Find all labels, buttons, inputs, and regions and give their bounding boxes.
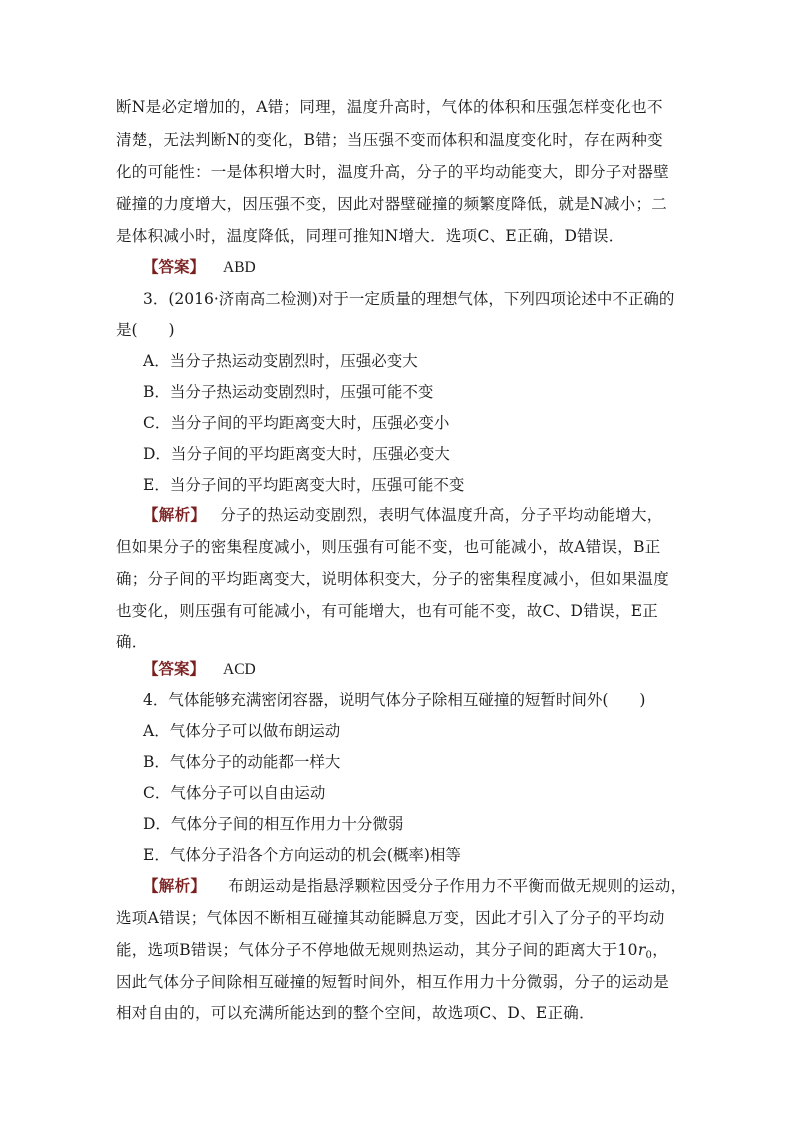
- question-4-option-b: B．气体分子的动能都一样大: [143, 753, 341, 771]
- question-4-option-a: A．气体分子可以做布朗运动: [143, 722, 341, 740]
- subscript-zero: 0: [645, 950, 653, 961]
- question-3-analysis-1: [143, 505, 663, 525]
- answer-value: ACD: [223, 661, 256, 678]
- analysis-text: 能，选项B错误；气体分子不停地做无规则热运动，其分子间的距离大于10: [116, 941, 638, 959]
- answer-label: 【答案】: [143, 258, 206, 276]
- question-3-option-a: A．当分子热运动变剧烈时，压强必变大: [143, 352, 418, 370]
- intro-line-3: 化的可能性：一是体积增大时，温度升高，分子的平均动能变大，即分子对器壁: [116, 163, 670, 181]
- question-3-option-e: E．当分子间的平均距离变大时，压强可能不变: [143, 476, 465, 494]
- analysis-label: 【解析】: [143, 506, 207, 524]
- question-3-option-d: D．当分子间的平均距离变大时，压强必变大: [143, 445, 450, 463]
- intro-line-5: 是体积减小时，温度降低，同理可推知N增大．选项C、E正确，D错误．: [116, 227, 625, 245]
- r-symbol: r: [637, 941, 646, 959]
- question-4-analysis-1: [143, 876, 686, 896]
- question-3-option-b: B．当分子热运动变剧烈时，压强可能不变: [143, 383, 434, 401]
- question-4-analysis-2: 选项A错误；气体因不断相互碰撞其动能瞬息万变，因此才引入了分子的平均动: [116, 909, 665, 927]
- question-3-option-c: C．当分子间的平均距离变大时，压强必变小: [143, 414, 450, 432]
- analysis-label: 【解析】: [143, 877, 207, 895]
- intro-line-2: 清楚，无法判断N的变化，B错；当压强不变而体积和温度变化时，存在两种变: [116, 131, 663, 149]
- question-4-option-c: C．气体分子可以自由运动: [143, 784, 326, 802]
- answer-label: 【答案】: [143, 660, 206, 678]
- answer-2: [143, 257, 256, 278]
- answer-value: ABD: [223, 259, 256, 276]
- question-4-option-e: E．气体分子沿各个方向运动的机会(概率)相等: [143, 846, 461, 864]
- question-3-analysis-3: 确；分子间的平均距离变大，说明体积变大，分子的密集程度减小，但如果温度: [116, 570, 670, 588]
- analysis-text: 布朗运动是指悬浮颗粒因受分子作用力不平衡而做无规则的运动，: [228, 877, 687, 895]
- question-3-stem-1: 3．(2016·济南高二检测)对于一定质量的理想气体，下列四项论述中不正确的: [143, 290, 675, 308]
- question-3-stem-2: 是( ): [116, 321, 175, 339]
- answer-3: [143, 659, 256, 680]
- intro-line-4: 碰撞的力度增大，因压强不变，因此对器壁碰撞的频繁度降低，就是N减小；二: [116, 195, 668, 213]
- question-3-analysis-2: 但如果分子的密集程度减小，则压强有可能不变，也可能减小，故A错误，B正: [116, 538, 661, 556]
- question-4-stem: 4．气体能够充满密闭容器，说明气体分子除相互碰撞的短暂时间外( ): [143, 691, 646, 709]
- question-3-analysis-5: 确．: [116, 633, 148, 651]
- analysis-text: 分子的热运动变剧烈，表明气体温度升高，分子平均动能增大，: [220, 506, 663, 524]
- question-3-analysis-4: 也变化，则压强有可能减小，有可能增大，也有可能不变，故C、D错误，E正: [116, 602, 659, 620]
- analysis-text: ，: [652, 941, 669, 959]
- intro-line-1: 断N是必定增加的，A错；同理，温度升高时，气体的体积和压强怎样变化也不: [116, 98, 663, 116]
- question-4-analysis-4: 因此气体分子间除相互碰撞的短暂时间外，相互作用力十分微弱，分子的运动是: [116, 973, 670, 991]
- question-4-option-d: D．气体分子间的相互作用力十分微弱: [143, 815, 404, 833]
- question-4-analysis-3: [116, 940, 668, 966]
- question-4-analysis-5: 相对自由的，可以充满所能达到的整个空间，故选项C、D、E正确．: [116, 1004, 595, 1022]
